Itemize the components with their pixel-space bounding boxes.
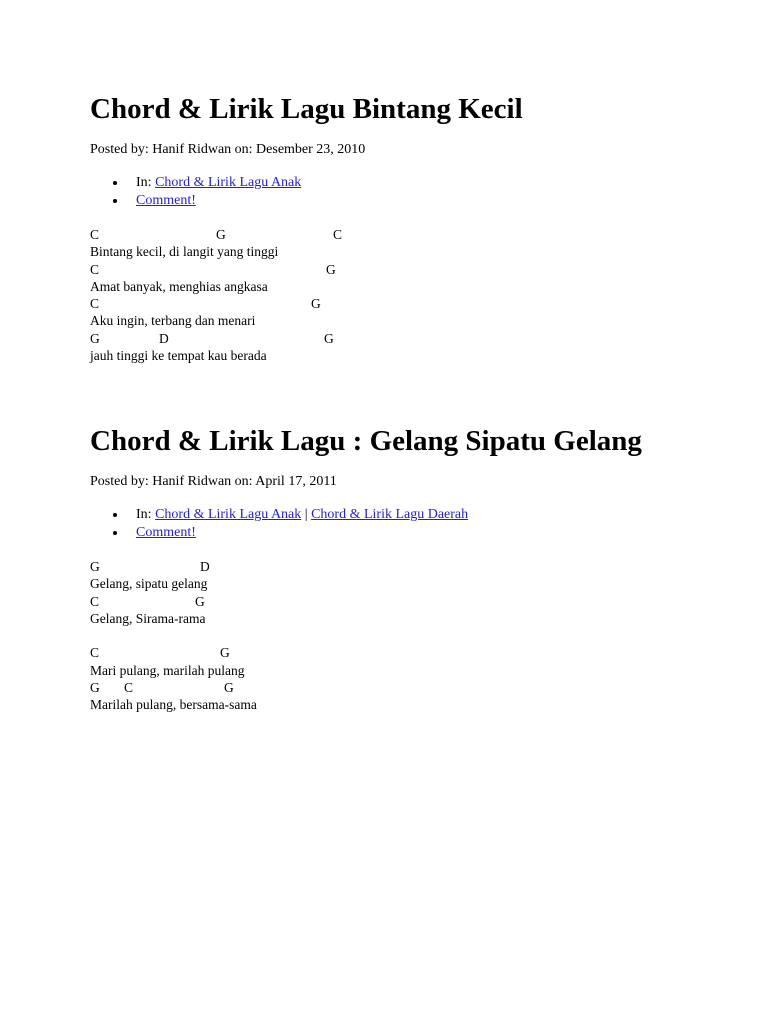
chord: G <box>90 680 100 696</box>
category-link-anak[interactable]: Chord & Lirik Lagu Anak <box>155 175 302 190</box>
stanza-gap <box>90 627 750 644</box>
post-links <box>90 506 750 541</box>
lyric-line <box>90 696 750 713</box>
lyric-line <box>90 312 750 329</box>
lyric-text: Marilah pulang, bersama-sama <box>90 697 257 713</box>
chord-line <box>90 261 750 278</box>
lyric-text: jauh tinggi ke tempat kau berada <box>90 348 267 364</box>
chord: G <box>90 559 100 574</box>
post-links <box>90 174 750 209</box>
chord: C <box>124 680 134 696</box>
chord-line <box>90 679 750 696</box>
post-bintang-kecil <box>90 92 750 364</box>
chord: G <box>220 645 230 661</box>
comment-list-item <box>136 192 750 210</box>
chord: C <box>90 227 100 242</box>
category-link-daerah[interactable]: Chord & Lirik Lagu Daerah <box>311 507 469 522</box>
lyric-text: Bintang kecil, di langit yang tinggi <box>90 244 279 260</box>
chord: G <box>224 680 234 696</box>
comment-link[interactable]: Comment! <box>136 524 196 540</box>
lyric-line <box>90 278 750 295</box>
lyric-text: Amat banyak, menghias angkasa <box>90 278 268 294</box>
chord: D <box>159 330 169 346</box>
chord-line <box>90 295 750 312</box>
chord: G <box>216 227 226 242</box>
post-title: Chord & Lirik Lagu : Gelang Sipatu Gelang <box>90 425 642 457</box>
post-meta: Posted by: Hanif Ridwan on: Desember 23, 2010 <box>90 142 366 157</box>
category-link-anak[interactable]: Chord & Lirik Lagu Anak <box>155 507 302 522</box>
category-separator: | <box>301 507 312 522</box>
lyric-line <box>90 243 750 260</box>
comment-list-item <box>136 524 750 542</box>
post-gelang-sipatu-gelang <box>90 424 750 714</box>
chord: G <box>311 296 321 312</box>
lyric-line <box>90 610 750 627</box>
post-meta: Posted by: Hanif Ridwan on: April 17, 2011 <box>90 474 337 489</box>
category-list-item <box>136 506 750 524</box>
category-list-item <box>136 174 750 192</box>
chord: G <box>90 330 100 346</box>
chord: C <box>90 261 100 277</box>
chord: G <box>326 261 336 277</box>
chord: C <box>333 227 343 242</box>
lyric-text: Aku ingin, terbang dan menari <box>90 313 256 329</box>
chord: C <box>90 645 100 661</box>
chord: G <box>324 330 334 346</box>
lyric-text: Gelang, sipatu gelang <box>90 576 208 592</box>
chord-line <box>90 226 750 243</box>
in-label: In: <box>136 507 156 522</box>
lyric-line <box>90 347 750 364</box>
in-label: In: <box>136 175 156 190</box>
chord-line <box>90 644 750 661</box>
lyric-line <box>90 575 750 592</box>
chord: D <box>200 559 210 574</box>
post-title: Chord & Lirik Lagu Bintang Kecil <box>90 93 523 125</box>
comment-link[interactable]: Comment! <box>136 192 196 208</box>
chord: C <box>90 296 100 312</box>
lyrics-block <box>90 226 750 364</box>
lyric-text: Gelang, Sirama-rama <box>90 610 206 626</box>
chord: C <box>90 593 100 609</box>
lyrics-block <box>90 558 750 714</box>
chord: G <box>195 593 205 609</box>
lyric-line <box>90 662 750 679</box>
chord-line <box>90 558 750 575</box>
chord-line <box>90 593 750 610</box>
chord-line <box>90 330 750 347</box>
lyric-text: Mari pulang, marilah pulang <box>90 662 245 678</box>
